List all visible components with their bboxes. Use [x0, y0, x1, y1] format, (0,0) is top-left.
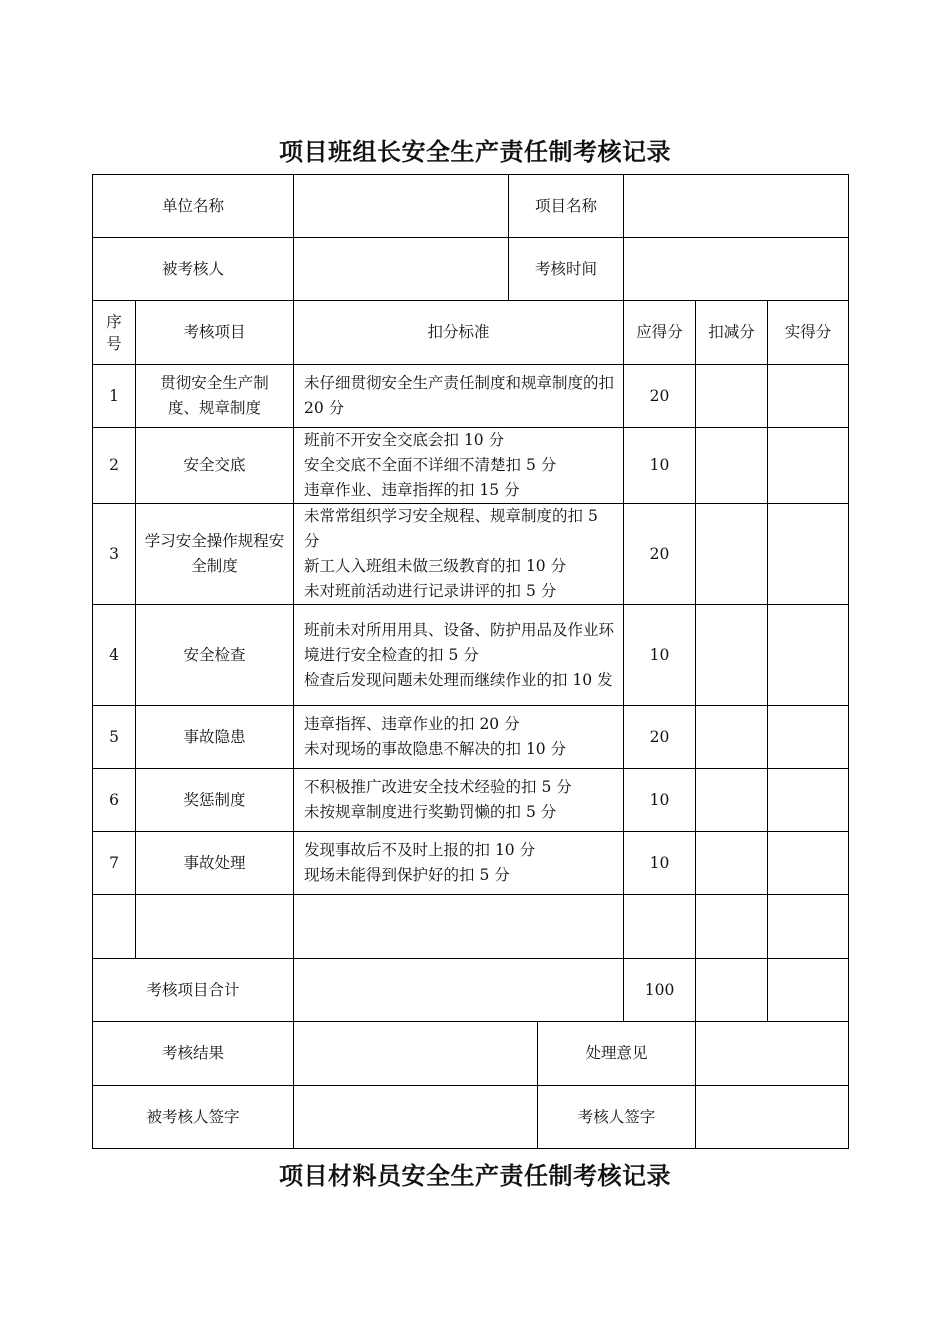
empty-item-cell[interactable] — [136, 895, 294, 959]
empty-deduction-cell[interactable] — [696, 895, 768, 959]
row-actual[interactable] — [768, 605, 849, 706]
row-seq: 7 — [93, 832, 136, 895]
row-criteria: 发现事故后不及时上报的扣 10 分 现场未能得到保护好的扣 5 分 — [294, 832, 624, 895]
unit-row — [93, 175, 849, 238]
col-criteria-header: 扣分标准 — [294, 301, 624, 365]
col-item-header: 考核项目 — [136, 301, 294, 365]
table-row — [93, 605, 849, 706]
row-seq: 5 — [93, 706, 136, 769]
exam-time-label: 考核时间 — [509, 238, 624, 301]
empty-row — [93, 895, 849, 959]
signature-row — [93, 1086, 849, 1149]
row-criteria: 未仔细贯彻安全生产责任制度和规章制度的扣 20 分 — [294, 365, 624, 428]
row-full-score: 10 — [624, 428, 696, 504]
row-seq: 3 — [93, 504, 136, 605]
row-seq: 4 — [93, 605, 136, 706]
empty-actual-cell[interactable] — [768, 895, 849, 959]
row-item: 贯彻安全生产制度、规章制度 — [136, 365, 294, 428]
row-full-score: 10 — [624, 605, 696, 706]
examiner-signature-label: 考核人签字 — [538, 1086, 696, 1149]
form-title: 项目班组长安全生产责任制考核记录 — [279, 138, 671, 166]
project-name-label: 项目名称 — [509, 175, 624, 238]
total-deduction[interactable] — [696, 959, 768, 1022]
row-criteria: 班前未对所用用具、设备、防护用品及作业环境进行安全检查的扣 5 分 检查后发现问题未处理而继续作业的扣 10 发 — [294, 605, 624, 706]
empty-full-score-cell[interactable] — [624, 895, 696, 959]
row-deduction[interactable] — [696, 832, 768, 895]
examiner-signature-value[interactable] — [696, 1086, 849, 1149]
examinee-signature-value[interactable] — [294, 1086, 538, 1149]
row-full-score: 20 — [624, 706, 696, 769]
col-actual-header: 实得分 — [768, 301, 849, 365]
unit-name-label: 单位名称 — [93, 175, 294, 238]
row-deduction[interactable] — [696, 365, 768, 428]
row-seq: 1 — [93, 365, 136, 428]
col-full-score-header: 应得分 — [624, 301, 696, 365]
row-criteria: 不积极推广改进安全技术经验的扣 5 分 未按规章制度进行奖勤罚懒的扣 5 分 — [294, 769, 624, 832]
total-row — [93, 959, 849, 1022]
examinee-value[interactable] — [294, 238, 509, 301]
total-full-score: 100 — [624, 959, 696, 1022]
row-deduction[interactable] — [696, 428, 768, 504]
row-actual[interactable] — [768, 832, 849, 895]
row-item: 安全交底 — [136, 428, 294, 504]
result-label: 考核结果 — [93, 1022, 294, 1086]
row-deduction[interactable] — [696, 605, 768, 706]
assessment-table — [92, 174, 849, 1149]
row-criteria: 违章指挥、违章作业的扣 20 分 未对现场的事故隐患不解决的扣 10 分 — [294, 706, 624, 769]
row-actual[interactable] — [768, 504, 849, 605]
row-full-score: 10 — [624, 769, 696, 832]
project-name-value[interactable] — [624, 175, 849, 238]
total-actual[interactable] — [768, 959, 849, 1022]
table-row — [93, 428, 849, 504]
row-deduction[interactable] — [696, 769, 768, 832]
table-row — [93, 832, 849, 895]
row-criteria: 班前不开安全交底会扣 10 分 安全交底不全面不详细不清楚扣 5 分 违章作业、违章指挥的扣 15 分 — [294, 428, 624, 504]
row-full-score: 20 — [624, 504, 696, 605]
empty-criteria-cell[interactable] — [294, 895, 624, 959]
col-deduction-header: 扣减分 — [696, 301, 768, 365]
result-value[interactable] — [294, 1022, 538, 1086]
exam-time-value[interactable] — [624, 238, 849, 301]
row-criteria: 未常常组织学习安全规程、规章制度的扣 5 分 新工人入班组未做三级教育的扣 10 分 未对班前活动进行记录讲评的扣 5 分 — [294, 504, 624, 605]
row-actual[interactable] — [768, 365, 849, 428]
result-row — [93, 1022, 849, 1086]
opinion-label: 处理意见 — [538, 1022, 696, 1086]
row-item: 安全检查 — [136, 605, 294, 706]
table-row — [93, 706, 849, 769]
empty-seq-cell[interactable] — [93, 895, 136, 959]
row-actual[interactable] — [768, 769, 849, 832]
col-seq-header: 序号 — [93, 301, 136, 365]
row-full-score: 10 — [624, 832, 696, 895]
examinee-row — [93, 238, 849, 301]
row-seq: 2 — [93, 428, 136, 504]
row-seq: 6 — [93, 769, 136, 832]
row-item: 事故处理 — [136, 832, 294, 895]
total-value[interactable] — [294, 959, 624, 1022]
table-row — [93, 769, 849, 832]
table-row — [93, 504, 849, 605]
row-item: 事故隐患 — [136, 706, 294, 769]
row-item: 学习安全操作规程安全制度 — [136, 504, 294, 605]
table-row — [93, 365, 849, 428]
row-deduction[interactable] — [696, 504, 768, 605]
opinion-value[interactable] — [696, 1022, 849, 1086]
row-deduction[interactable] — [696, 706, 768, 769]
row-item: 奖惩制度 — [136, 769, 294, 832]
next-form-title: 项目材料员安全生产责任制考核记录 — [279, 1162, 671, 1190]
examinee-label: 被考核人 — [93, 238, 294, 301]
row-actual[interactable] — [768, 706, 849, 769]
total-label: 考核项目合计 — [93, 959, 294, 1022]
unit-name-value[interactable] — [294, 175, 509, 238]
examinee-signature-label: 被考核人签字 — [93, 1086, 294, 1149]
row-full-score: 20 — [624, 365, 696, 428]
row-actual[interactable] — [768, 428, 849, 504]
column-header-row — [93, 301, 849, 365]
